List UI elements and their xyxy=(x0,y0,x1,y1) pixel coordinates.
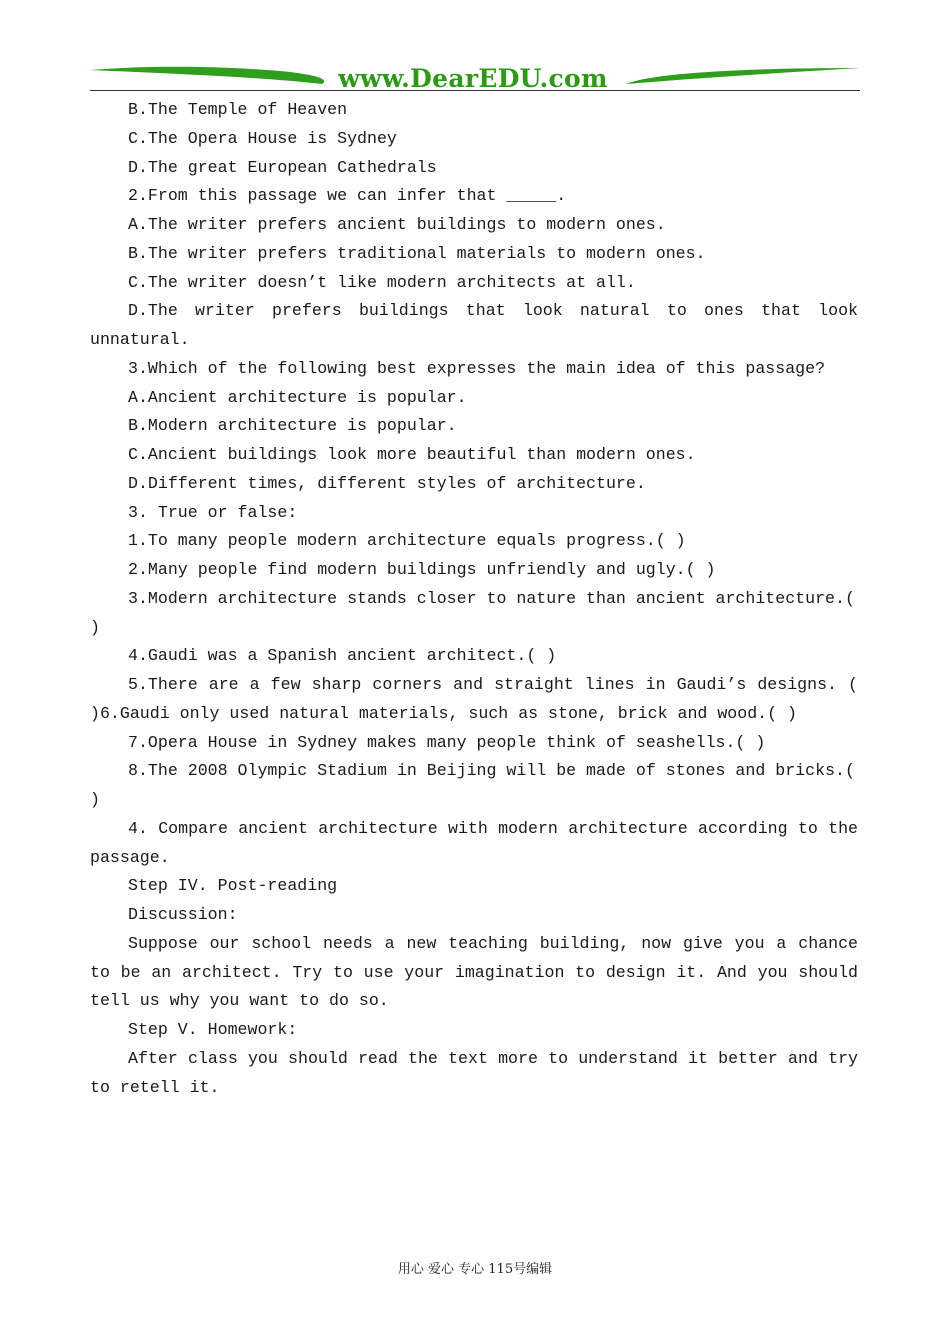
option-c-opera: C.The Opera House is Sydney xyxy=(128,128,397,148)
homework-text: After class you should read the text more to understand it better and try to retell it. xyxy=(90,1048,858,1097)
q2-option-d: D.The writer prefers buildings that look natural to ones that look unnatural. xyxy=(90,301,858,349)
section-true-false: 3. True or false: xyxy=(128,502,298,522)
tf-item-4: 4.Gaudi was a Spanish ancient architect.( ) xyxy=(128,646,557,666)
tf-item-5-6: 5.There are a few sharp corners and straight lines in Gaudi’s designs. ( )6.Gaudi only used natural materials, such as stone, brick and wood.( ) xyxy=(90,675,858,723)
question-3: 3.Which of the following best expresses the main idea of this passage? xyxy=(128,358,826,378)
question-2: 2.From this passage we can infer that _____. xyxy=(128,186,567,206)
q3-option-a: A.Ancient architecture is popular. xyxy=(128,387,467,407)
tf-item-8: 8.The 2008 Olympic Stadium in Beijing will be made of stones and bricks.( ) xyxy=(90,761,855,809)
tf-item-1: 1.To many people modern architecture equals progress.( ) xyxy=(128,531,686,551)
step-5-heading: Step V. Homework: xyxy=(128,1020,298,1039)
tf-item-3: 3.Modern architecture stands closer to nature than ancient architecture.( ) xyxy=(90,588,855,637)
tf-item-2: 2.Many people find modern buildings unfriendly and ugly.( ) xyxy=(128,560,716,579)
discussion-label: Discussion: xyxy=(128,905,238,924)
q3-option-b: B.Modern architecture is popular. xyxy=(128,416,457,436)
q2-option-c: C.The writer doesn’t like modern architects at all. xyxy=(128,272,636,292)
page-footer: 用心 爱心 专心 115号编辑 xyxy=(397,1262,553,1277)
q2-option-a: A.The writer prefers ancient buildings to modern ones. xyxy=(128,215,666,234)
option-b-temple: B.The Temple of Heaven xyxy=(128,100,348,119)
q3-option-d: D.Different times, different styles of architecture. xyxy=(128,473,646,493)
discussion-text: Suppose our school needs a new teaching building, now give you a chance to be an architect. Try to use your imagination to design it. And you should tell us why you want to do so. xyxy=(90,933,858,1011)
q3-option-c: C.Ancient buildings look more beautiful than modern ones. xyxy=(128,445,696,464)
tf-item-7: 7.Opera House in Sydney makes many people think of seashells.( ) xyxy=(128,732,766,752)
header-rule xyxy=(90,90,860,91)
option-d-cathedrals: D.The great European Cathedrals xyxy=(128,157,437,177)
site-logo[interactable]: www.DearEDU.com xyxy=(338,64,608,93)
section-compare: 4. Compare ancient architecture with modern architecture according to the passage. xyxy=(90,818,858,867)
q2-option-b: B.The writer prefers traditional materials to modern ones. xyxy=(128,243,706,263)
document-body xyxy=(90,96,858,1102)
step-4-heading: Step IV. Post-reading xyxy=(128,876,338,896)
